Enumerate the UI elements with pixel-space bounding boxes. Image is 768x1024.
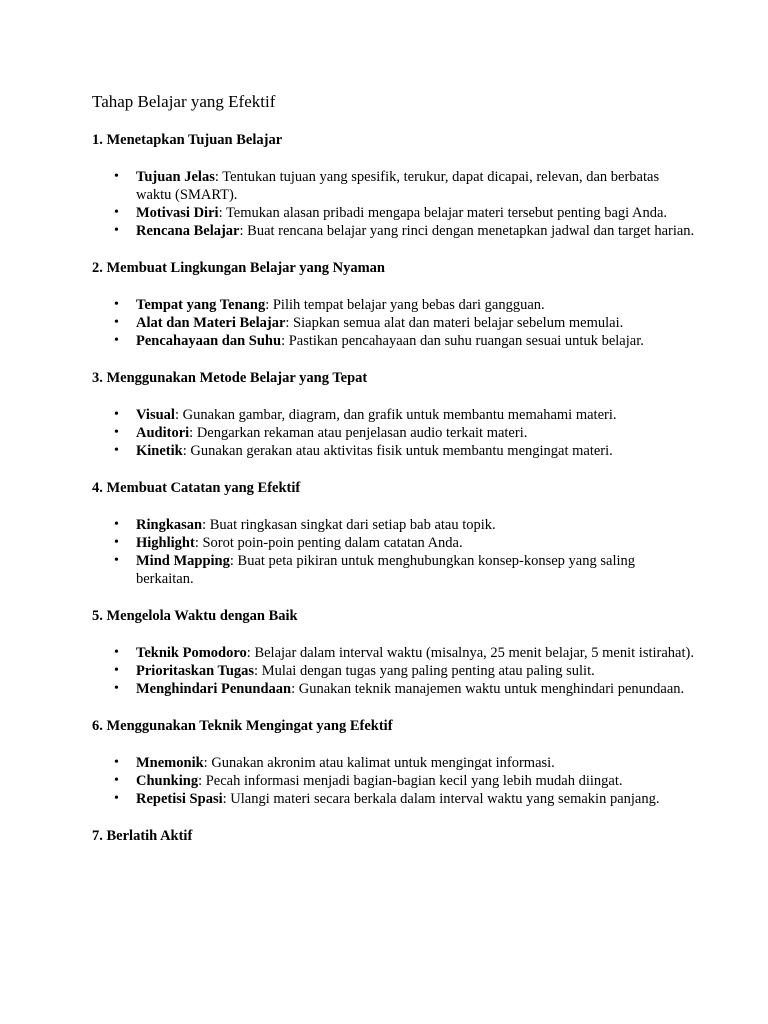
bullet-list (92, 406, 708, 460)
item-description: : Siapkan semua alat dan materi belajar sebelum memulai. (285, 315, 624, 331)
bullet-icon: • (114, 773, 119, 788)
section-heading: 6. Menggunakan Teknik Mengingat yang Efektif (92, 718, 393, 734)
bullet-icon: • (114, 535, 119, 550)
list-item (92, 406, 696, 424)
item-description: : Mulai dengan tugas yang paling penting atau paling sulit. (254, 663, 595, 679)
section-heading: 7. Berlatih Aktif (92, 828, 193, 844)
list-item (92, 552, 696, 588)
bullet-icon: • (114, 205, 119, 220)
list-item (92, 516, 696, 534)
item-description: : Buat peta pikiran untuk menghubungkan konsep-konsep yang saling berkaitan. (136, 553, 635, 587)
item-term: Repetisi Spasi (136, 791, 223, 807)
bullet-icon: • (114, 223, 119, 238)
item-description: : Temukan alasan pribadi mengapa belajar materi tersebut penting bagi Anda. (218, 205, 668, 221)
section (92, 369, 708, 460)
item-term: Chunking (136, 773, 199, 789)
bullet-icon: • (114, 645, 119, 660)
list-item (92, 296, 696, 314)
item-term: Tempat yang Tenang (136, 297, 266, 313)
item-term: Highlight (136, 535, 195, 551)
item-term: Alat dan Materi Belajar (136, 315, 286, 331)
item-description: : Dengarkan rekaman atau penjelasan audio terkait materi. (189, 425, 528, 441)
item-description: : Sorot poin-poin penting dalam catatan Anda. (194, 535, 463, 551)
item-description: : Pecah informasi menjadi bagian-bagian kecil yang lebih mudah diingat. (198, 773, 623, 789)
item-description: : Gunakan teknik manajemen waktu untuk menghindari penundaan. (291, 681, 685, 697)
bullet-list (92, 296, 708, 350)
item-description: : Gunakan gerakan atau aktivitas fisik untuk membantu mengingat materi. (182, 443, 613, 459)
item-term: Pencahayaan dan Suhu (136, 333, 282, 349)
item-term: Visual (136, 407, 175, 423)
item-term: Menghindari Penundaan (136, 681, 292, 697)
bullet-icon: • (114, 553, 119, 568)
item-description: : Pilih tempat belajar yang bebas dari gangguan. (265, 297, 545, 313)
bullet-list (92, 168, 708, 240)
item-term: Prioritaskan Tugas (136, 663, 255, 679)
list-item (92, 680, 696, 698)
bullet-icon: • (114, 681, 119, 696)
item-term: Mind Mapping (136, 553, 230, 569)
list-item (92, 644, 696, 662)
item-term: Ringkasan (136, 517, 203, 533)
bullet-list (92, 644, 708, 698)
section-heading: 2. Membuat Lingkungan Belajar yang Nyaman (92, 260, 385, 276)
item-description: : Buat ringkasan singkat dari setiap bab atau topik. (202, 517, 496, 533)
list-item (92, 662, 696, 680)
item-description: : Buat rencana belajar yang rinci dengan menetapkan jadwal dan target harian. (239, 223, 695, 239)
section (92, 479, 708, 588)
bullet-icon: • (114, 755, 119, 770)
list-item (92, 754, 696, 772)
list-item (92, 168, 696, 204)
item-description: : Tentukan tujuan yang spesifik, terukur, dapat dicapai, relevan, dan berbatas waktu (SMART). (136, 169, 660, 203)
bullet-icon: • (114, 407, 119, 422)
item-term: Kinetik (136, 443, 183, 459)
list-item (92, 314, 696, 332)
item-term: Teknik Pomodoro (136, 645, 247, 661)
bullet-icon: • (114, 517, 119, 532)
bullet-icon: • (114, 169, 119, 184)
bullet-icon: • (114, 443, 119, 458)
bullet-list (92, 516, 708, 588)
list-item (92, 772, 696, 790)
list-item (92, 790, 696, 808)
bullet-list (92, 754, 708, 808)
item-description: : Ulangi materi secara berkala dalam interval waktu yang semakin panjang. (222, 791, 660, 807)
section-heading: 5. Mengelola Waktu dengan Baik (92, 608, 298, 624)
list-item (92, 424, 696, 442)
document-title: Tahap Belajar yang Efektif (92, 92, 276, 111)
bullet-icon: • (114, 791, 119, 806)
item-term: Tujuan Jelas (136, 169, 215, 185)
bullet-icon: • (114, 663, 119, 678)
item-term: Mnemonik (136, 755, 204, 771)
sections-container (92, 131, 708, 845)
item-description: : Pastikan pencahayaan dan suhu ruangan sesuai untuk belajar. (281, 333, 644, 349)
bullet-icon: • (114, 333, 119, 348)
bullet-icon: • (114, 425, 119, 440)
section (92, 131, 708, 240)
item-term: Auditori (136, 425, 190, 441)
item-term: Rencana Belajar (136, 223, 240, 239)
list-item (92, 222, 696, 240)
section (92, 827, 708, 845)
item-description: : Gunakan akronim atau kalimat untuk mengingat informasi. (203, 755, 555, 771)
item-description: : Gunakan gambar, diagram, dan grafik untuk membantu memahami materi. (174, 407, 617, 423)
bullet-icon: • (114, 297, 119, 312)
list-item (92, 442, 696, 460)
section (92, 607, 708, 698)
list-item (92, 204, 696, 222)
section-heading: 1. Menetapkan Tujuan Belajar (92, 132, 283, 148)
list-item (92, 332, 696, 350)
item-description: : Belajar dalam interval waktu (misalnya, 25 menit belajar, 5 menit istirahat). (246, 645, 694, 661)
item-term: Motivasi Diri (136, 205, 219, 221)
list-item (92, 534, 696, 552)
section-heading: 4. Membuat Catatan yang Efektif (92, 480, 301, 496)
section (92, 717, 708, 808)
bullet-icon: • (114, 315, 119, 330)
section (92, 259, 708, 350)
section-heading: 3. Menggunakan Metode Belajar yang Tepat (92, 370, 368, 386)
